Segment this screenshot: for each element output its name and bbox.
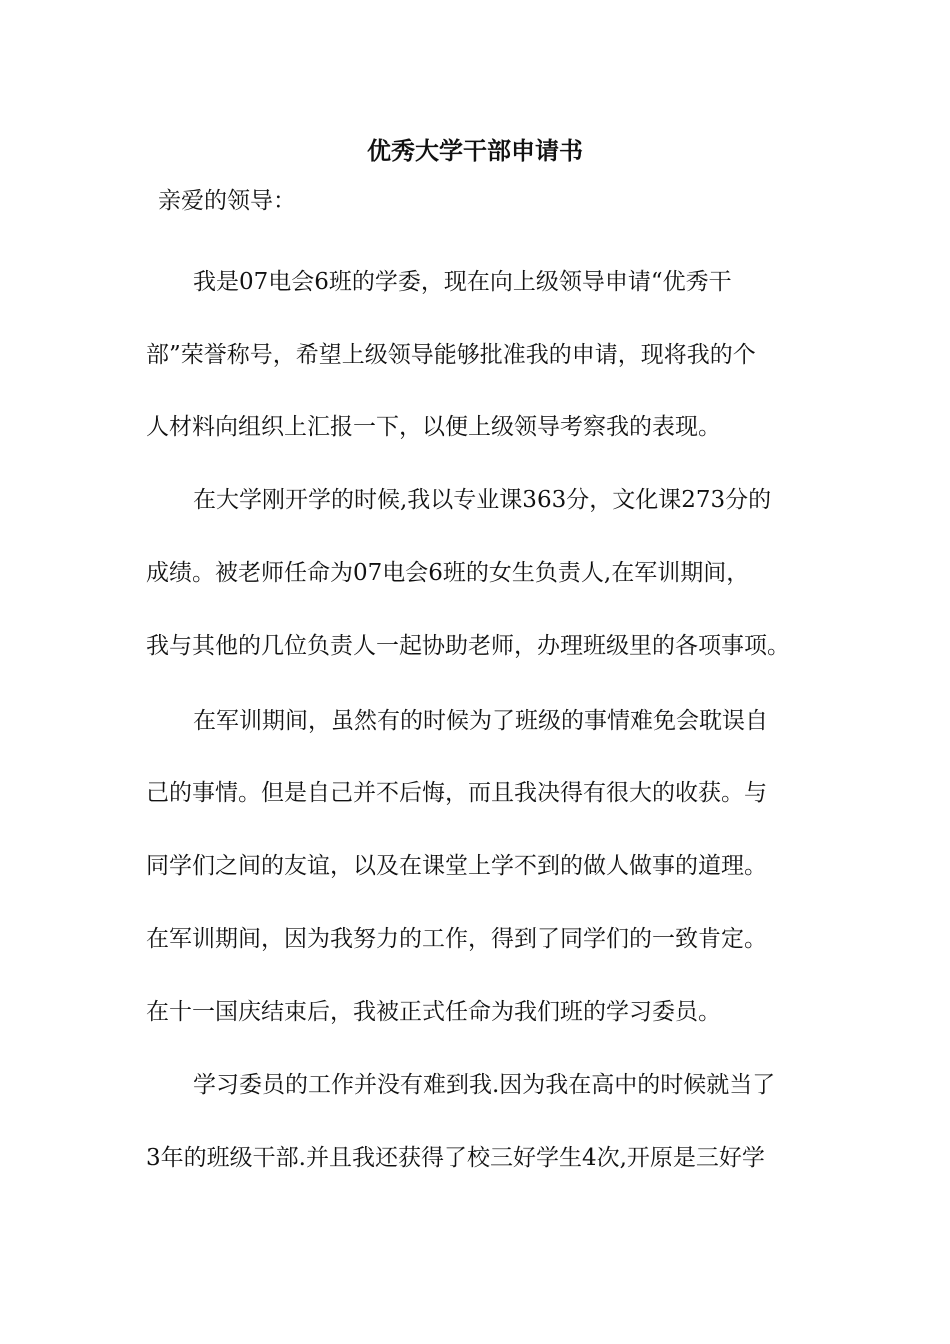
document-title: 优秀大学干部申请书: [367, 136, 583, 165]
paragraph-line: 在大学刚开学的时候,我以专业课363分，文化课273分的: [193, 487, 772, 513]
salutation: 亲爱的领导：: [158, 188, 296, 214]
paragraph-line: 学习委员的工作并没有难到我.因为我在高中的时候就当了: [193, 1072, 776, 1098]
paragraph-line: 在十一国庆结束后，我被正式任命为我们班的学习委员。: [146, 999, 721, 1025]
paragraph-line: 己的事情。但是自己并不后悔，而且我决得有很大的收获。与: [146, 780, 767, 806]
paragraph-line: 我与其他的几位负责人一起协助老师，办理班级里的各项事项。: [146, 633, 790, 659]
paragraph-line: 部”荣誉称号，希望上级领导能够批准我的申请，现将我的个: [146, 342, 756, 368]
paragraph-line: 在军训期间，因为我努力的工作，得到了同学们的一致肯定。: [146, 926, 767, 952]
paragraph-line: 3年的班级干部.并且我还获得了校三好学生4次,开原是三好学: [146, 1145, 765, 1171]
paragraph-line: 在军训期间，虽然有的时候为了班级的事情难免会耽误自: [193, 708, 768, 734]
paragraph-line: 同学们之间的友谊，以及在课堂上学不到的做人做事的道理。: [146, 853, 767, 879]
paragraph-line: 我是07电会6班的学委，现在向上级领导申请“优秀干: [193, 269, 732, 295]
paragraph-line: 人材料向组织上汇报一下，以便上级领导考察我的表现。: [146, 414, 721, 440]
paragraph-line: 成绩。被老师任命为07电会6班的女生负责人,在军训期间，: [146, 560, 750, 586]
